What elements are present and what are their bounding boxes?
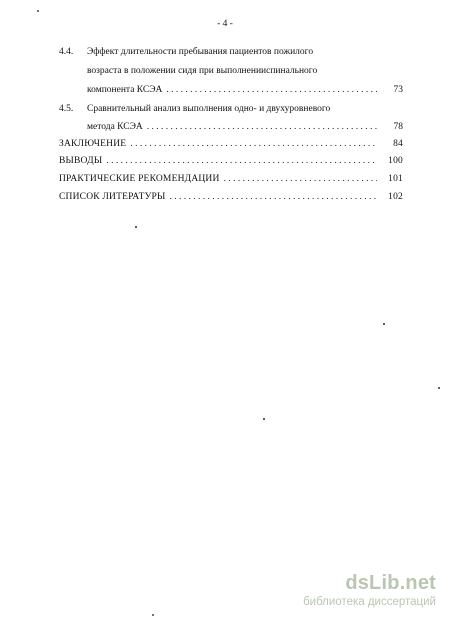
scan-speck bbox=[152, 614, 154, 616]
toc-section-4-5-number: 4.5. bbox=[59, 104, 74, 114]
toc-section-4-5-title-line1: Сравнительный анализ выполнения одно- и двухуровневого bbox=[87, 104, 331, 114]
leader-dots bbox=[166, 85, 377, 96]
leader-dots bbox=[106, 156, 377, 167]
leader-dots bbox=[130, 139, 377, 150]
toc-section-4-4-page: 73 bbox=[393, 85, 403, 95]
toc-section-4-4-title-line1: Эффект длительности пребывания пациентов пожилого bbox=[87, 47, 314, 57]
toc-section-4-5-title-line2: метода КСЭА bbox=[87, 122, 143, 132]
toc-entry-findings[interactable] bbox=[59, 156, 403, 167]
scan-speck bbox=[37, 10, 39, 12]
toc-section-4-4-title-line2: возраста в положении сидя при выполненииспинального bbox=[87, 66, 318, 76]
scan-speck bbox=[135, 226, 137, 228]
toc-section-4-5-page: 78 bbox=[393, 122, 403, 132]
watermark bbox=[303, 573, 436, 609]
toc-recommendations-page: 101 bbox=[388, 174, 403, 184]
toc-entry-section-4-5[interactable] bbox=[87, 122, 403, 133]
toc-section-4-4-title-line3: компонента КСЭА bbox=[87, 85, 163, 95]
toc-entry-section-4-4[interactable] bbox=[87, 85, 403, 96]
leader-dots bbox=[147, 122, 377, 133]
scan-speck bbox=[263, 418, 265, 420]
leader-dots bbox=[224, 174, 377, 185]
toc-entry-recommendations[interactable] bbox=[59, 174, 403, 185]
scan-speck bbox=[438, 387, 440, 389]
toc-findings-page: 100 bbox=[388, 156, 403, 166]
toc-conclusion-page: 84 bbox=[393, 139, 403, 149]
toc-recommendations-title: ПРАКТИЧЕСКИЕ РЕКОМЕНДАЦИИ bbox=[59, 174, 220, 184]
scan-speck bbox=[383, 323, 385, 325]
page-number: - 4 - bbox=[217, 19, 233, 29]
toc-section-4-4-number: 4.4. bbox=[59, 47, 74, 57]
watermark-logo: dsLib.net bbox=[345, 572, 436, 594]
toc-conclusion-title: ЗАКЛЮЧЕНИЕ bbox=[59, 139, 127, 149]
toc-entry-conclusion[interactable] bbox=[59, 139, 403, 150]
toc-entry-references[interactable] bbox=[59, 192, 403, 203]
toc-findings-title: ВЫВОДЫ bbox=[59, 156, 103, 166]
toc-references-title: СПИСОК ЛИТЕРАТУРЫ bbox=[59, 192, 166, 202]
toc-references-page: 102 bbox=[388, 192, 403, 202]
leader-dots bbox=[169, 192, 377, 203]
watermark-subtitle: библиотека диссертаций bbox=[303, 596, 436, 608]
